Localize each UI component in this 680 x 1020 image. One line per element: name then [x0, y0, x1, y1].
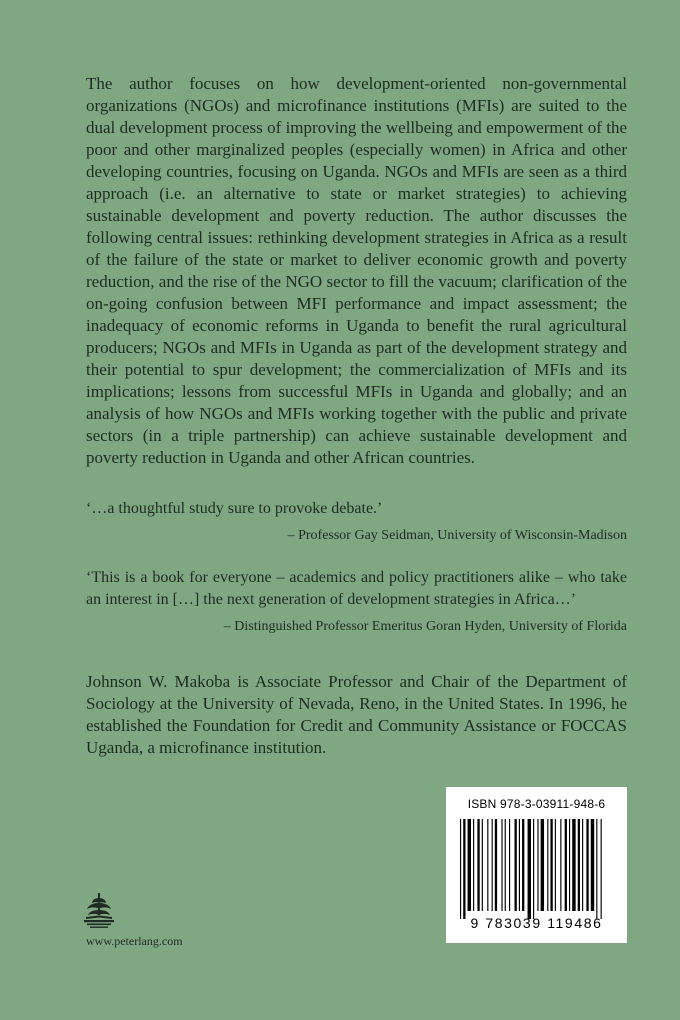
barcode-bar — [495, 819, 497, 911]
barcode-bar — [473, 819, 474, 911]
barcode-bar — [569, 819, 570, 911]
barcode-bar — [528, 819, 531, 919]
barcode-bar — [560, 819, 561, 911]
book-description: The author focuses on how development-oriented non-governmental organizations (NGOs) and microfinance institutions (MFIs) are suited to the dual development process of improving the wellbeing and empowerment of the poor and other marginalized peoples (especially women) in Africa and other developing countries, focusing on Uganda. NGOs and MFIs are seen as a third approach (i.e. an alternative to state or market strategies) to achieving sustainable development and poverty reduction. The author discusses the following central issues: rethinking development strategies in Africa as a result of the failure of the state or market to deliver economic growth and poverty reduction, and the rise of the NGO sector to fill the vacuum; clarification of the on-going confusion between MFI performance and impact assessment; the inadequacy of economic reforms in Uganda to benefit the rural agricultural producers; NGOs and MFIs in Uganda as part of the development strategy and their potential to spur development; the commercialization of MFIs and its implications; lessons from successful MFIs in Uganda and globally; and an analysis of how NGOs and MFIs working together with the public and private sectors (in a triple partnership) can achieve sustainable development and poverty reduction in Uganda and other African countries. — [86, 74, 627, 467]
barcode-bar — [460, 819, 461, 919]
barcode-bar — [522, 819, 524, 911]
barcode-bar — [582, 819, 583, 911]
barcode-bar — [505, 819, 506, 911]
barcode-bar — [487, 819, 488, 911]
review-attribution-1: – Professor Gay Seidman, University of Wisconsin-Madison — [287, 528, 627, 543]
barcode-bar — [477, 819, 479, 911]
barcode-bar — [468, 819, 471, 911]
barcode-bar — [555, 819, 556, 911]
barcode-bar — [509, 819, 510, 911]
barcode-bar — [565, 819, 567, 911]
barcode-bar — [578, 819, 580, 911]
barcode-bar — [533, 819, 534, 919]
barcode-bar — [519, 819, 520, 911]
barcode-bar — [492, 819, 493, 911]
barcode-bar — [537, 819, 538, 911]
author-bio: Johnson W. Makoba is Associate Professor and Chair of the Department of Sociology at the University of Nevada, Reno, in the United States. In 1996, he established the Foundation for Credit and Community Assistance or FOCCAS Uganda, a microfinance institution. — [86, 672, 627, 757]
barcode-bar — [601, 819, 602, 919]
review-attribution-2: – Distinguished Professor Emeritus Goran Hyden, University of Florida — [223, 619, 627, 634]
barcode-bar — [586, 819, 588, 911]
barcode-bars — [456, 819, 617, 929]
peter-lang-tree-logo-icon — [84, 893, 114, 931]
barcode-digits: 9 783039 119486 — [470, 915, 603, 931]
barcode-bar — [482, 819, 483, 911]
review-quote-2: ‘This is a book for everyone – academics and policy practitioners alike – who take an interest in […] the next generation of development strategies in Africa…’ — [86, 569, 627, 608]
barcode-bar — [541, 819, 544, 911]
barcode-bar — [515, 819, 517, 911]
isbn-label: ISBN 978-3-03911-948-6 — [467, 797, 606, 811]
barcode-bar — [591, 819, 594, 911]
publisher-website[interactable]: www.peterlang.com — [86, 934, 183, 948]
barcode-bar — [547, 819, 548, 911]
barcode-bar — [550, 819, 552, 911]
barcode-bar — [596, 819, 597, 919]
barcode-bar — [463, 819, 465, 919]
review-quote-1: ‘…a thoughtful study sure to provoke debate.’ — [86, 500, 383, 517]
barcode-panel — [446, 787, 627, 943]
barcode-bar — [572, 819, 575, 911]
barcode-bar — [501, 819, 502, 911]
